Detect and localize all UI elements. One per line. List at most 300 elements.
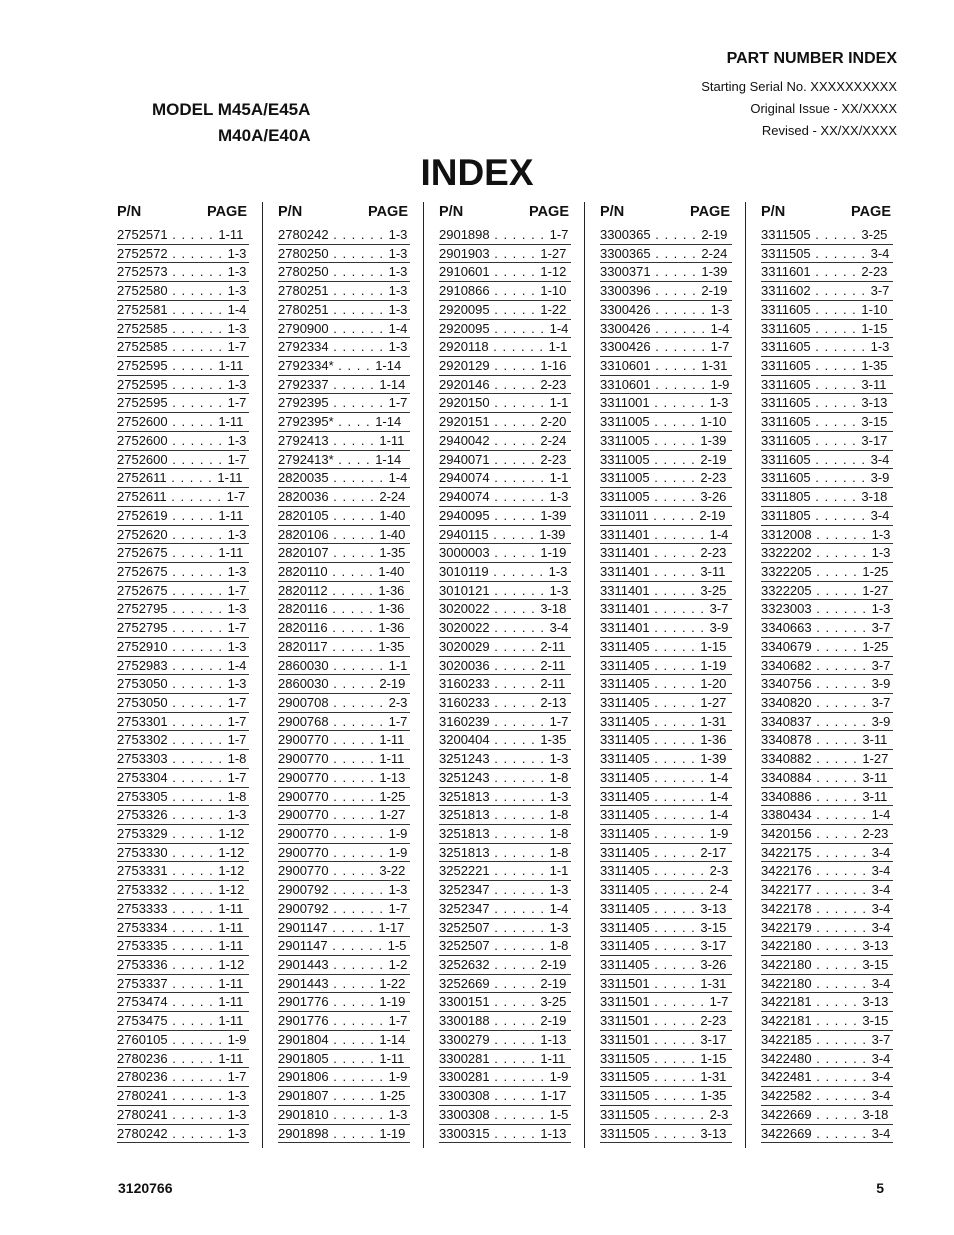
page-ref: 2-3 xyxy=(388,694,408,710)
page-ref: 1-40 xyxy=(378,563,405,579)
part-number: 3311501 xyxy=(600,975,650,991)
leader-dots: . . . . . xyxy=(810,320,862,336)
page-ref: 1-3 xyxy=(710,301,730,317)
leader-dots: . . . . xyxy=(333,358,376,374)
part-number: 3311505 xyxy=(761,227,811,242)
original-issue-line: Original Issue - XX/XXXX xyxy=(750,101,897,116)
index-entry xyxy=(278,638,410,657)
page-ref: 3-17 xyxy=(700,938,727,954)
part-number: 3252632 xyxy=(439,957,490,973)
page-ref: 1-4 xyxy=(871,807,891,823)
index-entry xyxy=(117,413,249,432)
index-entry xyxy=(278,900,410,919)
leader-dots: . . . . . . xyxy=(167,769,228,785)
part-number: 3010121 xyxy=(439,582,490,598)
part-number: 3340878 xyxy=(761,732,812,748)
page-ref: 3-4 xyxy=(871,1050,891,1066)
index-entry xyxy=(278,731,410,750)
leader-dots: . . . . . xyxy=(328,1050,380,1066)
leader-dots: . . . . . xyxy=(489,732,541,748)
part-number: 3422178 xyxy=(761,900,812,916)
leader-dots: . . . . . . xyxy=(649,395,710,411)
page-ref: 1-9 xyxy=(227,1031,247,1047)
leader-dots: . . . . . . xyxy=(167,694,228,710)
page-ref: 1-12 xyxy=(218,826,245,841)
index-entry xyxy=(761,263,893,282)
leader-dots: . . . . xyxy=(333,451,376,467)
part-number: 3323003 xyxy=(761,601,812,617)
part-number: 3311005 xyxy=(600,470,650,486)
leader-dots: . . . . . . xyxy=(167,1106,228,1122)
serial-line: Starting Serial No. XXXXXXXXXX xyxy=(701,79,897,94)
page-ref: 2-3 xyxy=(709,863,729,879)
leader-dots: . . . . . xyxy=(489,432,541,448)
page-ref: 1-7 xyxy=(227,769,247,785)
index-entry xyxy=(439,488,571,507)
leader-dots: . . . . . . xyxy=(167,751,228,767)
leader-dots: . . . . . xyxy=(489,601,541,617)
page-ref: 3-13 xyxy=(862,938,889,954)
page-ref: 3-7 xyxy=(871,1031,891,1047)
leader-dots: . . . . . xyxy=(328,526,380,542)
index-entry xyxy=(600,1125,732,1144)
index-entry xyxy=(278,526,410,545)
part-number: 2752580 xyxy=(117,283,168,299)
leader-dots: . . . . . . xyxy=(327,938,388,954)
page-ref: 2-17 xyxy=(700,844,727,860)
index-entry xyxy=(278,376,410,395)
page-ref: 3-4 xyxy=(871,919,891,935)
leader-dots: . . . . . . xyxy=(167,601,228,617)
leader-dots: . . . . . . xyxy=(328,694,389,710)
part-number: 2901443 xyxy=(278,957,329,973)
leader-dots: . . . . . xyxy=(328,807,380,823)
page-ref: 1-3 xyxy=(549,882,569,898)
page-ref: 1-4 xyxy=(709,526,729,542)
part-number: 2752581 xyxy=(117,301,168,317)
index-entry xyxy=(439,1068,571,1087)
part-number: 2860030 xyxy=(278,657,329,673)
index-entry xyxy=(600,544,732,563)
part-number: 3160233 xyxy=(439,694,490,710)
part-number: 3340663 xyxy=(761,620,812,636)
index-entry xyxy=(600,432,732,451)
page-ref: 3-11 xyxy=(862,769,888,785)
leader-dots: . . . . . . xyxy=(167,245,228,261)
index-entry xyxy=(761,806,893,825)
page-ref: 1-11 xyxy=(218,227,244,242)
leader-dots: . . . . . xyxy=(810,489,862,505)
part-number: 3311605 xyxy=(761,470,811,486)
page-ref: 1-31 xyxy=(700,1069,727,1085)
leader-dots: . . . . . . xyxy=(167,582,228,598)
part-number: 3311001 xyxy=(600,395,650,411)
index-entry xyxy=(600,282,732,301)
part-number: 2752795 xyxy=(117,601,168,617)
page-ref: 1-39 xyxy=(540,507,567,523)
part-number: 3340882 xyxy=(761,751,812,767)
leader-dots: . . . . . xyxy=(489,507,541,523)
part-number: 2753305 xyxy=(117,788,168,804)
index-entry xyxy=(600,263,732,282)
part-number: 3422180 xyxy=(761,938,812,954)
leader-dots: . . . . . xyxy=(649,900,701,916)
page-ref: 2-23 xyxy=(540,451,567,467)
index-entry xyxy=(117,320,249,339)
index-entry xyxy=(117,357,249,376)
index-entry xyxy=(439,413,571,432)
index-entry xyxy=(439,376,571,395)
part-number: 3311405 xyxy=(600,807,650,823)
part-number: 2753330 xyxy=(117,844,168,860)
leader-dots: . . . . . xyxy=(650,283,702,299)
page-ref: 1-35 xyxy=(379,545,406,561)
leader-dots: . . . . . xyxy=(811,788,863,804)
leader-dots: . . . . . . xyxy=(489,395,550,411)
page-ref: 1-27 xyxy=(862,582,889,598)
index-entry xyxy=(117,881,249,900)
leader-dots: . . . . . . xyxy=(811,601,872,617)
part-number: 3311605 xyxy=(761,320,811,336)
page-ref: 1-3 xyxy=(388,245,408,261)
page-ref: 1-3 xyxy=(227,807,247,823)
leader-dots: . . . . . xyxy=(649,975,701,991)
index-entry xyxy=(600,357,732,376)
index-entry xyxy=(278,301,410,320)
leader-dots: . . . . . . xyxy=(489,807,550,823)
index-entry xyxy=(600,451,732,470)
index-entry xyxy=(278,769,410,788)
index-entry xyxy=(600,1050,732,1069)
part-number: 3322202 xyxy=(761,545,812,561)
page-ref: 2-19 xyxy=(540,957,567,973)
part-number: 3311011 xyxy=(600,507,649,523)
leader-dots: . . . . . xyxy=(167,919,219,935)
page-ref: 1-25 xyxy=(379,788,406,804)
index-entry xyxy=(439,1012,571,1031)
part-number: 2920151 xyxy=(439,414,490,430)
index-entry xyxy=(761,900,893,919)
leader-dots: . . . . . xyxy=(489,264,541,280)
index-entry xyxy=(117,394,249,413)
leader-dots: . . . . . xyxy=(328,732,380,748)
page-ref: 1-27 xyxy=(862,751,889,767)
page-ref: 1-7 xyxy=(549,713,569,729)
index-entry xyxy=(439,245,571,264)
page-ref: 1-7 xyxy=(388,900,408,916)
part-number: 3311405 xyxy=(600,957,650,973)
leader-dots: . . . . . xyxy=(327,563,379,579)
index-entry xyxy=(439,638,571,657)
page-ref: 1-13 xyxy=(379,769,406,785)
index-entry xyxy=(761,432,893,451)
part-number: 3340756 xyxy=(761,676,812,692)
page-ref: 1-3 xyxy=(227,1125,247,1141)
page-ref: 3-13 xyxy=(861,395,888,411)
leader-dots: . . . . . xyxy=(810,358,862,374)
part-number: 3311405 xyxy=(600,919,650,935)
part-number: 2752611 xyxy=(117,470,167,486)
page-ref: 1-14 xyxy=(379,1031,406,1047)
part-number: 3311501 xyxy=(600,1013,650,1029)
leader-dots: . . . . . . xyxy=(489,788,550,804)
page-ref: 1-11 xyxy=(379,751,405,767)
page-ref: 3-4 xyxy=(870,451,890,467)
index-entry xyxy=(600,750,732,769)
index-entry xyxy=(600,675,732,694)
index-entry xyxy=(600,713,732,732)
index-entry xyxy=(761,1106,893,1125)
part-number: 3311401 xyxy=(600,563,650,579)
page-ref: 2-23 xyxy=(861,264,888,280)
index-entry xyxy=(439,619,571,638)
page-ref: 1-7 xyxy=(227,713,247,729)
leader-dots: . . . . . xyxy=(811,769,863,785)
index-entry xyxy=(117,750,249,769)
part-number: 2752572 xyxy=(117,245,168,261)
page-ref: 1-10 xyxy=(540,283,567,299)
index-entry xyxy=(600,638,732,657)
part-number: 3251813 xyxy=(439,844,490,860)
page-ref: 1-35 xyxy=(700,1088,727,1104)
page-ref: 1-1 xyxy=(388,657,408,673)
index-entry xyxy=(761,1068,893,1087)
index-entry xyxy=(600,956,732,975)
index-entry xyxy=(439,338,571,357)
page-ref: 1-3 xyxy=(227,638,247,654)
page-ref: 1-3 xyxy=(227,432,247,448)
index-entry xyxy=(600,488,732,507)
page-ref: 2-24 xyxy=(701,245,728,261)
index-entry xyxy=(117,488,249,507)
leader-dots: . . . . . xyxy=(649,1031,701,1047)
page-ref: 3-17 xyxy=(700,1031,727,1047)
page-ref: 3-7 xyxy=(871,657,891,673)
part-number: 3311505 xyxy=(600,1125,650,1141)
leader-dots: . . . . . xyxy=(648,507,700,523)
index-entry xyxy=(761,788,893,807)
leader-dots: . . . . . xyxy=(489,245,541,261)
page-ref: 1-15 xyxy=(700,1050,727,1066)
page-ref: 1-3 xyxy=(227,601,247,617)
index-entry xyxy=(278,600,410,619)
index-entry xyxy=(439,769,571,788)
index-entry xyxy=(761,881,893,900)
leader-dots: . . . . . xyxy=(649,451,701,467)
leader-dots: . . . . . . xyxy=(489,713,550,729)
index-entry xyxy=(117,563,249,582)
page-ref: 3-11 xyxy=(861,376,887,392)
part-number: 3380434 xyxy=(761,807,812,823)
part-number: 2900792 xyxy=(278,882,329,898)
page-ref: 2-19 xyxy=(699,507,726,523)
part-number: 2780250 xyxy=(278,245,329,261)
index-entry xyxy=(117,432,249,451)
part-number: 2900770 xyxy=(278,863,329,879)
index-entry xyxy=(600,844,732,863)
leader-dots: . . . . . xyxy=(810,301,862,317)
page-ref: 1-1 xyxy=(549,863,569,879)
page-header: PAGE xyxy=(367,204,408,220)
index-entry xyxy=(278,357,410,376)
leader-dots: . . . . . . xyxy=(489,1069,550,1085)
leader-dots: . . . . . xyxy=(649,1069,701,1085)
leader-dots: . . . . . xyxy=(650,245,702,261)
part-number: 2792334 xyxy=(278,339,329,355)
leader-dots: . . . . . xyxy=(167,414,219,430)
part-number: 3311605 xyxy=(761,301,811,317)
part-number: 2780251 xyxy=(278,301,329,317)
index-entry xyxy=(439,713,571,732)
model-line-2: M40A/E40A xyxy=(218,126,311,145)
leader-dots: . . . . . xyxy=(811,732,863,748)
leader-dots: . . . . . . xyxy=(489,882,550,898)
index-entry xyxy=(117,937,249,956)
index-entry xyxy=(117,919,249,938)
leader-dots: . . . . . xyxy=(649,470,701,486)
page-ref: 1-3 xyxy=(549,788,569,804)
leader-dots: . . . . . xyxy=(167,1050,219,1066)
index-entry xyxy=(439,919,571,938)
doc-number: 3120766 xyxy=(118,1180,173,1196)
page-ref: 1-3 xyxy=(227,264,247,280)
index-entry xyxy=(761,394,893,413)
leader-dots: . . . . . . xyxy=(810,451,871,467)
index-entry xyxy=(117,1050,249,1069)
index-entry xyxy=(439,544,571,563)
page-ref: 2-11 xyxy=(540,657,566,673)
part-number: 3422179 xyxy=(761,919,812,935)
part-number: 3300308 xyxy=(439,1106,490,1122)
index-entry xyxy=(278,507,410,526)
leader-dots: . . . . . xyxy=(649,713,701,729)
part-number: 2752595 xyxy=(117,395,168,411)
part-number: 3300279 xyxy=(439,1031,490,1047)
leader-dots: . . . . . . xyxy=(811,676,872,692)
part-number: 3000003 xyxy=(439,545,490,561)
index-entry xyxy=(278,338,410,357)
leader-dots: . . . . . xyxy=(649,545,701,561)
index-entry xyxy=(439,937,571,956)
leader-dots: . . . . . . xyxy=(649,601,710,617)
leader-dots: . . . . . xyxy=(327,919,379,935)
leader-dots: . . . . . xyxy=(649,1050,701,1066)
leader-dots: . . . . . xyxy=(489,451,541,467)
leader-dots: . . . . . . xyxy=(328,320,389,336)
index-entry xyxy=(600,881,732,900)
page-ref: 3-15 xyxy=(862,1013,889,1029)
part-number: 3311405 xyxy=(600,826,650,841)
part-number: 3422480 xyxy=(761,1050,812,1066)
index-entry xyxy=(761,357,893,376)
page-ref: 1-3 xyxy=(227,376,247,392)
page-ref: 2-19 xyxy=(379,676,406,692)
part-number: 3252347 xyxy=(439,900,490,916)
index-entry xyxy=(761,338,893,357)
page-ref: 1-35 xyxy=(861,358,888,374)
index-entry xyxy=(600,376,732,395)
page-ref: 2-23 xyxy=(540,376,567,392)
part-number: 2752983 xyxy=(117,657,168,673)
part-number: 2753050 xyxy=(117,676,168,692)
part-number: 2792395* xyxy=(278,414,334,430)
leader-dots: . . . . . . xyxy=(489,1106,550,1122)
part-number: 2753050 xyxy=(117,694,168,710)
index-entry xyxy=(117,975,249,994)
index-entry xyxy=(278,563,410,582)
part-number: 3312008 xyxy=(761,526,812,542)
leader-dots: . . . . . xyxy=(810,376,862,392)
page-ref: 1-11 xyxy=(218,1050,244,1066)
index-entry xyxy=(761,956,893,975)
part-number: 2820112 xyxy=(278,582,328,598)
part-number: 2753474 xyxy=(117,994,168,1010)
page-ref: 1-25 xyxy=(862,638,889,654)
index-entry xyxy=(439,900,571,919)
part-number: 3422176 xyxy=(761,863,812,879)
page-ref: 1-15 xyxy=(700,638,727,654)
leader-dots: . . . . . . xyxy=(649,769,710,785)
index-entry xyxy=(761,1012,893,1031)
page-ref: 1-36 xyxy=(378,582,405,598)
page-ref: 1-9 xyxy=(709,826,729,841)
page-ref: 1-4 xyxy=(710,320,730,336)
page-ref: 3-15 xyxy=(700,919,727,935)
index-entry xyxy=(761,301,893,320)
part-number: 3020022 xyxy=(439,601,490,617)
part-number: 2752611 xyxy=(117,489,167,505)
part-number: 2900768 xyxy=(278,713,329,729)
leader-dots: . . . . . . xyxy=(167,301,228,317)
leader-dots: . . . . . xyxy=(167,994,219,1010)
leader-dots: . . . . . . xyxy=(489,489,550,505)
leader-dots: . . . . . xyxy=(649,563,701,579)
index-entry xyxy=(600,1068,732,1087)
index-entry xyxy=(761,245,893,264)
page-ref: 2-23 xyxy=(700,470,727,486)
index-entry xyxy=(278,226,410,245)
column-header xyxy=(278,202,410,226)
page-ref: 1-3 xyxy=(227,320,247,336)
part-number: 2920095 xyxy=(439,301,490,317)
page-ref: 1-3 xyxy=(227,245,247,261)
part-number: 3251813 xyxy=(439,807,490,823)
part-number: 2901147 xyxy=(278,919,328,935)
leader-dots: . . . . . . xyxy=(167,1069,228,1085)
part-number: 3251813 xyxy=(439,826,490,841)
page-ref: 1-8 xyxy=(549,844,569,860)
index-column xyxy=(600,202,732,1143)
page-title: INDEX xyxy=(420,152,534,193)
index-entry xyxy=(439,675,571,694)
page-ref: 3-11 xyxy=(862,788,888,804)
part-number: 3252347 xyxy=(439,882,490,898)
index-entry xyxy=(439,806,571,825)
index-entry xyxy=(278,1012,410,1031)
index-entry xyxy=(761,226,893,245)
leader-dots: . . . . . . xyxy=(811,1031,872,1047)
part-number: 3311405 xyxy=(600,788,650,804)
leader-dots: . . . . . . xyxy=(810,245,871,261)
index-entry xyxy=(117,769,249,788)
page-ref: 1-11 xyxy=(218,994,244,1010)
part-number: 2920150 xyxy=(439,395,490,411)
leader-dots: . . . . . xyxy=(811,994,863,1010)
leader-dots: . . . . . xyxy=(328,1031,380,1047)
page-ref: 3-4 xyxy=(871,900,891,916)
page-ref: 1-11 xyxy=(379,732,405,748)
part-number: 2780251 xyxy=(278,283,329,299)
